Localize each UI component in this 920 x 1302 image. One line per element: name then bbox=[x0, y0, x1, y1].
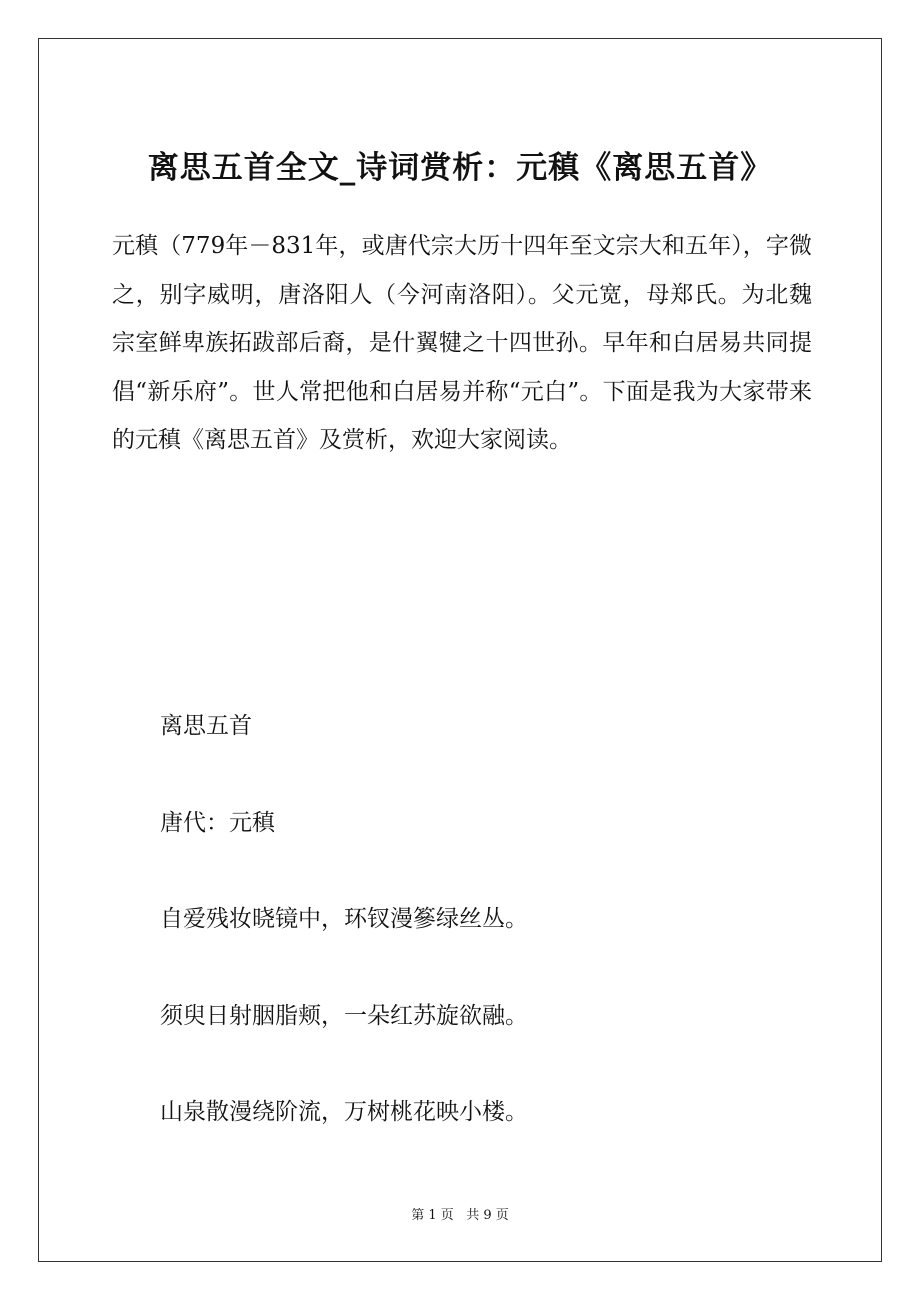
poem-line: 须臾日射胭脂颊，一朵红苏旋欲融。 bbox=[160, 1002, 528, 1029]
page-number: 第 1 页 bbox=[411, 1208, 454, 1223]
document-title: 离思五首全文_诗词赏析：元稹《离思五首》 bbox=[147, 150, 773, 186]
poem-section bbox=[160, 700, 800, 1183]
page-total: 共 9 页 bbox=[466, 1208, 509, 1223]
poem-line: 山泉散漫绕阶流，万树桃花映小楼。 bbox=[160, 1099, 528, 1125]
poem-line: 自爱残妆晓镜中，环钗漫篸绿丝丛。 bbox=[160, 906, 528, 932]
page-footer bbox=[0, 1206, 920, 1226]
poem-author: 唐代：元稹 bbox=[160, 809, 275, 836]
intro-paragraph: 元稹（779年－831年，或唐代宗大历十四年至文宗大和五年），字微之，别字威明，唐洛阳人（今河南洛阳）。父元宽，母郑氏。为北魏宗室鲜卑族拓跋部后裔，是什翼犍之十四世孙。早年和白居易共同提倡“新乐府”。世人常把他和白居易并称“元白”。下面是我为大家带来的元稹《离思五首》及赏析，欢迎大家阅读。 bbox=[112, 233, 812, 453]
poem-title: 离思五首 bbox=[160, 713, 252, 739]
